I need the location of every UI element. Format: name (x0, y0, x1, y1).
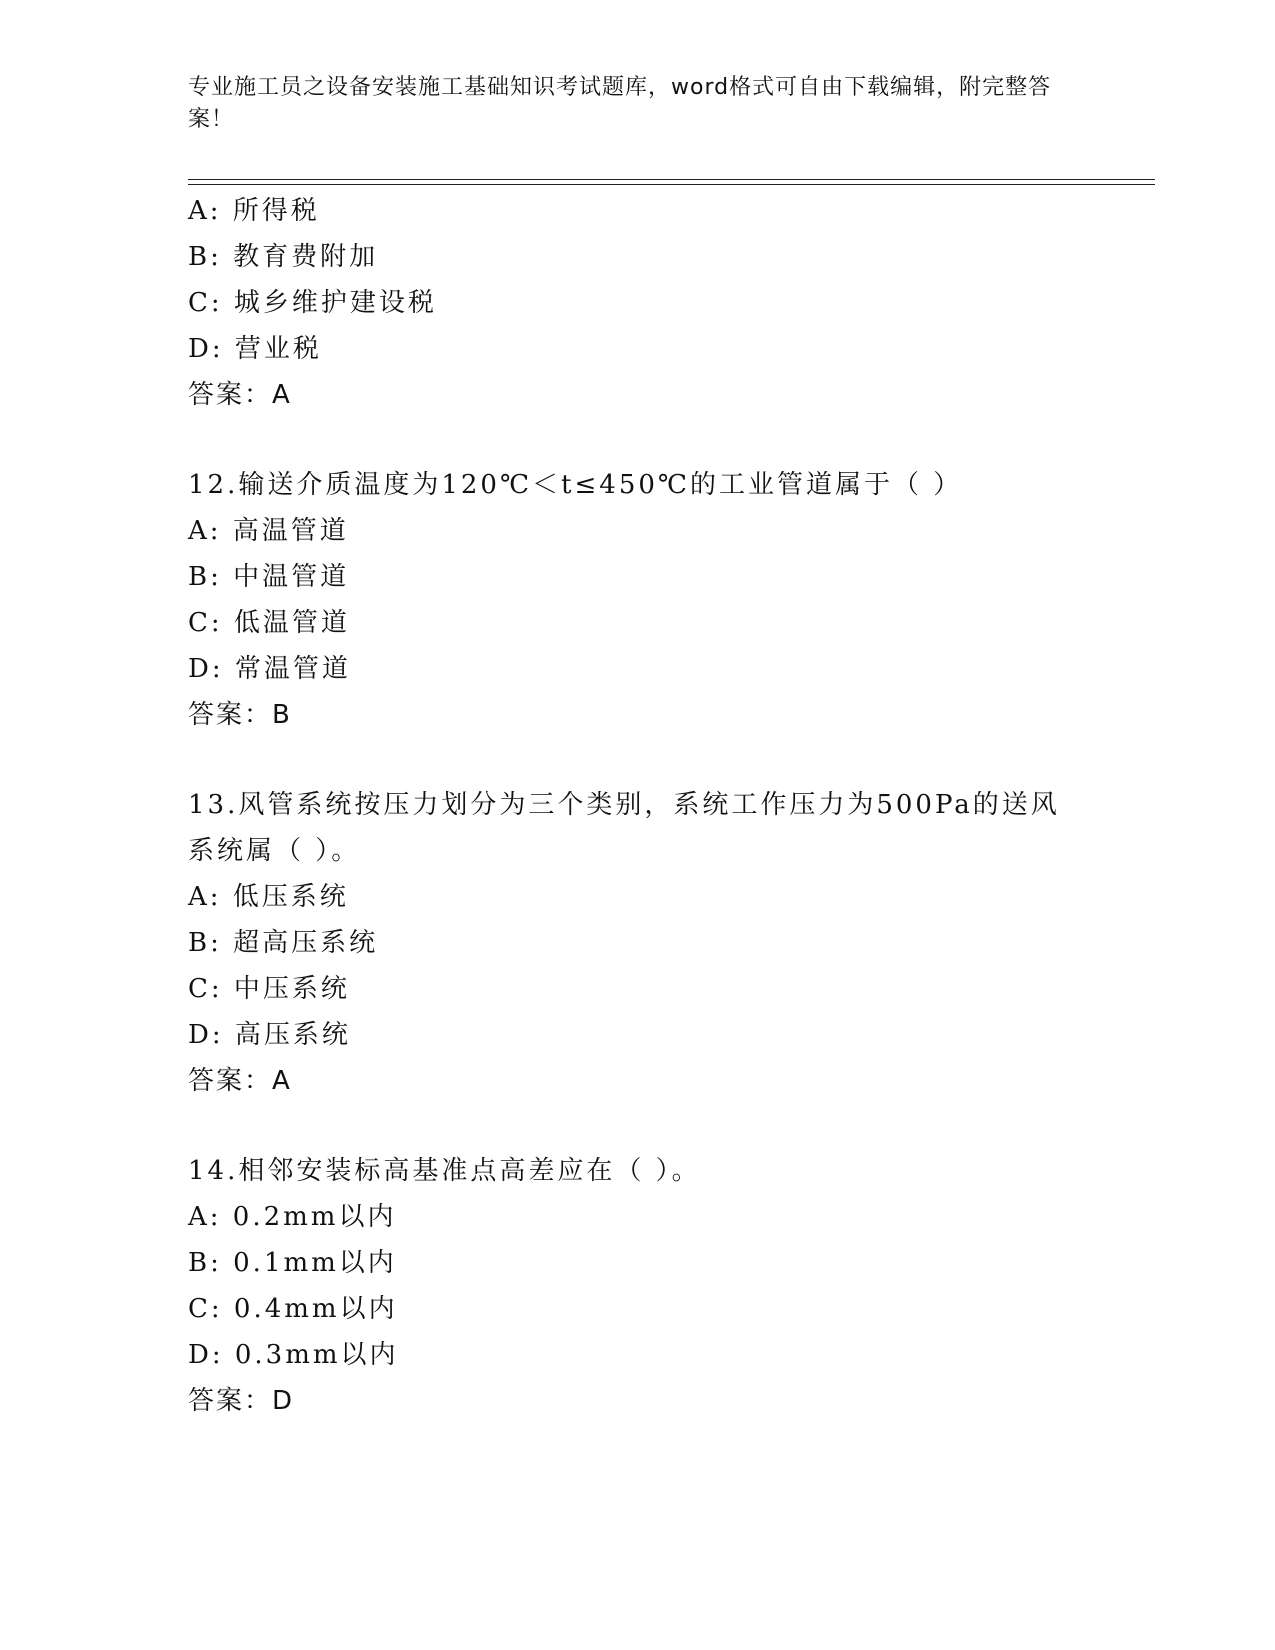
option-d: D: 0.3mm以内 (188, 1340, 399, 1370)
option-c: C: 0.4mm以内 (188, 1294, 398, 1324)
option-d: D: 营业税 (188, 334, 322, 364)
question-block-14 (188, 1148, 1148, 1424)
option-b: B: 中温管道 (188, 562, 350, 592)
question-block-11 (188, 188, 1148, 418)
block-spacer (188, 738, 1148, 782)
question-text: 12.输送介质温度为120℃＜t≤450℃的工业管道属于（ ） (188, 470, 963, 500)
option-b: B: 教育费附加 (188, 242, 379, 272)
question-text: 13.风管系统按压力划分为三个类别，系统工作压力为500Pa的送风系统属（ ）。 (188, 790, 1060, 866)
block-spacer (188, 418, 1148, 462)
header-divider-bottom (188, 184, 1155, 185)
document-header: 专业施工员之设备安装施工基础知识考试题库，word格式可自由下载编辑，附完整答案！ (188, 75, 1052, 132)
question-block-12 (188, 462, 1148, 738)
answer-line: 答案：B (188, 700, 292, 730)
answer-line: 答案：A (188, 380, 292, 410)
header-divider-top (188, 179, 1155, 180)
option-c: C: 城乡维护建设税 (188, 288, 437, 318)
option-a: A: 低压系统 (188, 882, 349, 912)
option-b: B: 0.1mm以内 (188, 1248, 397, 1278)
option-b: B: 超高压系统 (188, 928, 379, 958)
option-d: D: 常温管道 (188, 654, 351, 684)
question-text: 14.相邻安装标高基准点高差应在（ ）。 (188, 1156, 701, 1186)
option-c: C: 中压系统 (188, 974, 350, 1004)
option-a: A: 0.2mm以内 (188, 1202, 397, 1232)
answer-line: 答案：A (188, 1066, 292, 1096)
option-a: A: 高温管道 (188, 516, 349, 546)
answer-line: 答案：D (188, 1386, 295, 1416)
option-d: D: 高压系统 (188, 1020, 351, 1050)
question-list (188, 188, 1148, 1424)
question-block-13 (188, 782, 1148, 1104)
option-a: A: 所得税 (188, 196, 320, 226)
block-spacer (188, 1104, 1148, 1148)
option-c: C: 低温管道 (188, 608, 350, 638)
